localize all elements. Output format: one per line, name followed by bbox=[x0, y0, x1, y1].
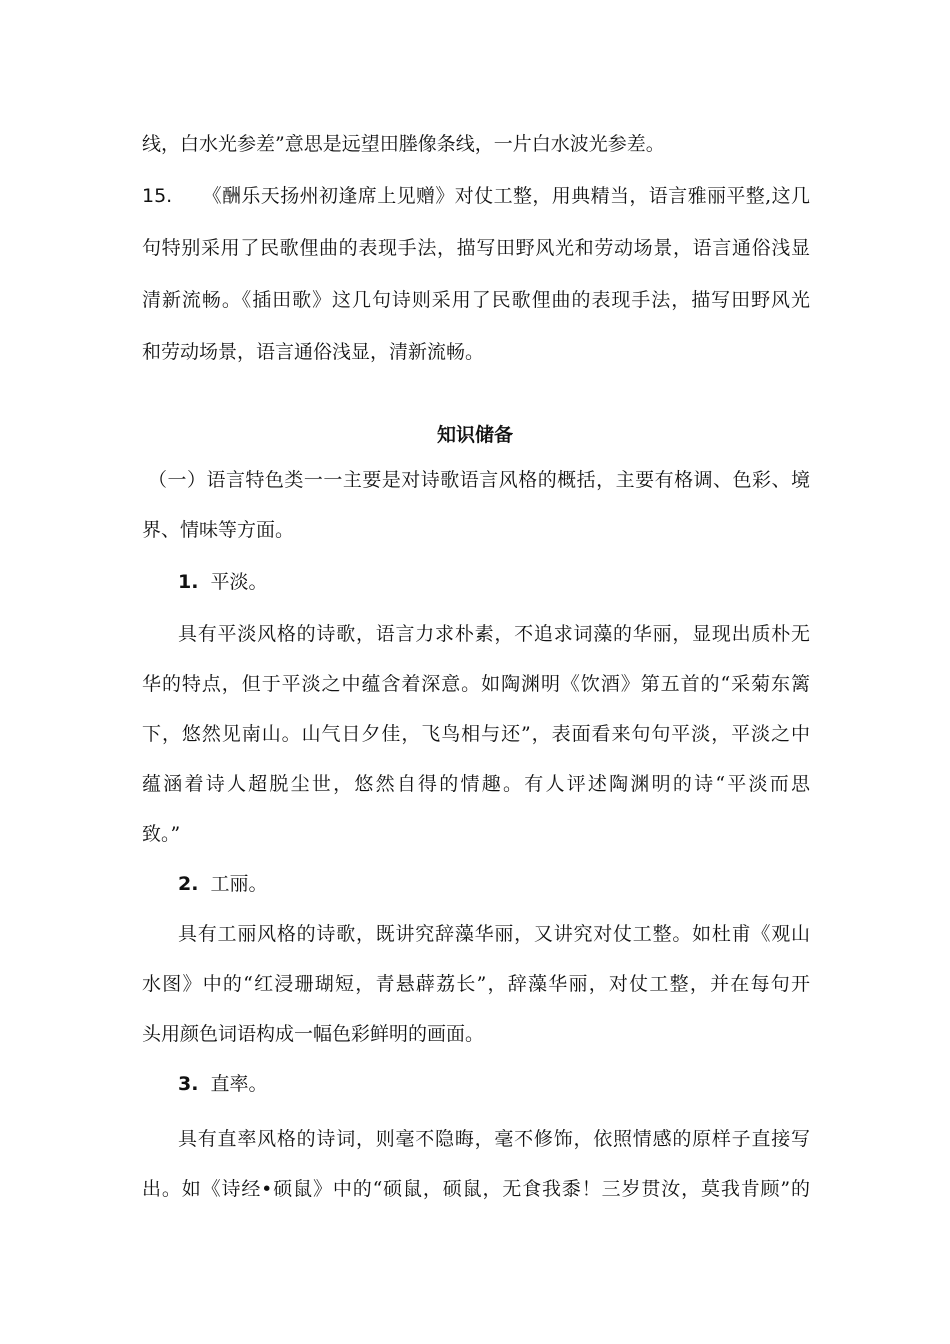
item-1-line-5: 致。” bbox=[142, 823, 181, 845]
section-intro-line-1: （一）语言特色类一一主要是对诗歌语言风格的概括，主要有格调、色彩、境 bbox=[148, 469, 810, 491]
item-15-line-4: 和劳动场景，语言通俗浅显，清新流畅。 bbox=[142, 341, 485, 363]
item-2-line-1: 具有工丽风格的诗歌，既讲究辞藻华丽，又讲究对仗工整。如杜甫《观山 bbox=[178, 923, 810, 945]
section-title: 知识储备 bbox=[436, 424, 513, 446]
item-2-number: 2. bbox=[178, 873, 199, 895]
item-1-header bbox=[178, 570, 810, 594]
item-2-line-3: 头用颜色词语构成一幅色彩鲜明的画面。 bbox=[142, 1023, 485, 1045]
item-3-number: 3. bbox=[178, 1073, 199, 1095]
item-15-text-1: 《酬乐天扬州初逢席上见赠》对仗工整，用典精当，语言雅丽平整,这几 bbox=[202, 185, 810, 207]
item-1-line-3: 下，悠然见南山。山气日夕佳，飞鸟相与还”，表面看来句句平淡，平淡之中 bbox=[142, 723, 810, 745]
item-3-header bbox=[178, 1072, 810, 1096]
item-15-line-2: 句特别采用了民歌俚曲的表现手法，描写田野风光和劳动场景，语言通俗浅显 bbox=[142, 237, 810, 259]
item-2-label: 工丽。 bbox=[210, 873, 268, 895]
item-3-line-1: 具有直率风格的诗词，则毫不隐晦，毫不修饰，依照情感的原样子直接写 bbox=[178, 1128, 810, 1150]
item-1-number: 1. bbox=[178, 571, 199, 593]
item-3-line-2: 出。如《诗经•硕鼠》中的“硕鼠，硕鼠，无食我黍！三岁贯汝，莫我肯顾”的 bbox=[142, 1178, 810, 1200]
item-15-line-1 bbox=[142, 184, 810, 208]
item-1-line-1: 具有平淡风格的诗歌，语言力求朴素，不追求词藻的华丽，显现出质朴无 bbox=[178, 623, 810, 645]
item-1-line-4: 蕴涵着诗人超脱尘世，悠然自得的情趣。有人评述陶渊明的诗“平淡而思 bbox=[142, 773, 810, 795]
item-15-line-3: 清新流畅。《插田歌》这几句诗则采用了民歌俚曲的表现手法，描写田野风光 bbox=[142, 289, 810, 311]
item-2-line-2: 水图》中的“红浸珊瑚短，青悬薜荔长”，辞藻华丽，对仗工整，并在每句开 bbox=[142, 973, 810, 995]
previous-answer-line-1: 线，白水光参差”意思是远望田塍像条线，一片白水波光参差。 bbox=[142, 133, 665, 155]
item-15-number: 15. bbox=[142, 185, 173, 207]
item-1-label: 平淡。 bbox=[210, 571, 268, 593]
item-1-line-2: 华的特点，但于平淡之中蕴含着深意。如陶渊明《饮酒》第五首的“采菊东篱 bbox=[142, 673, 810, 695]
section-intro-line-2: 界、情味等方面。 bbox=[142, 519, 295, 541]
item-2-header bbox=[178, 872, 810, 896]
item-3-label: 直率。 bbox=[210, 1073, 268, 1095]
